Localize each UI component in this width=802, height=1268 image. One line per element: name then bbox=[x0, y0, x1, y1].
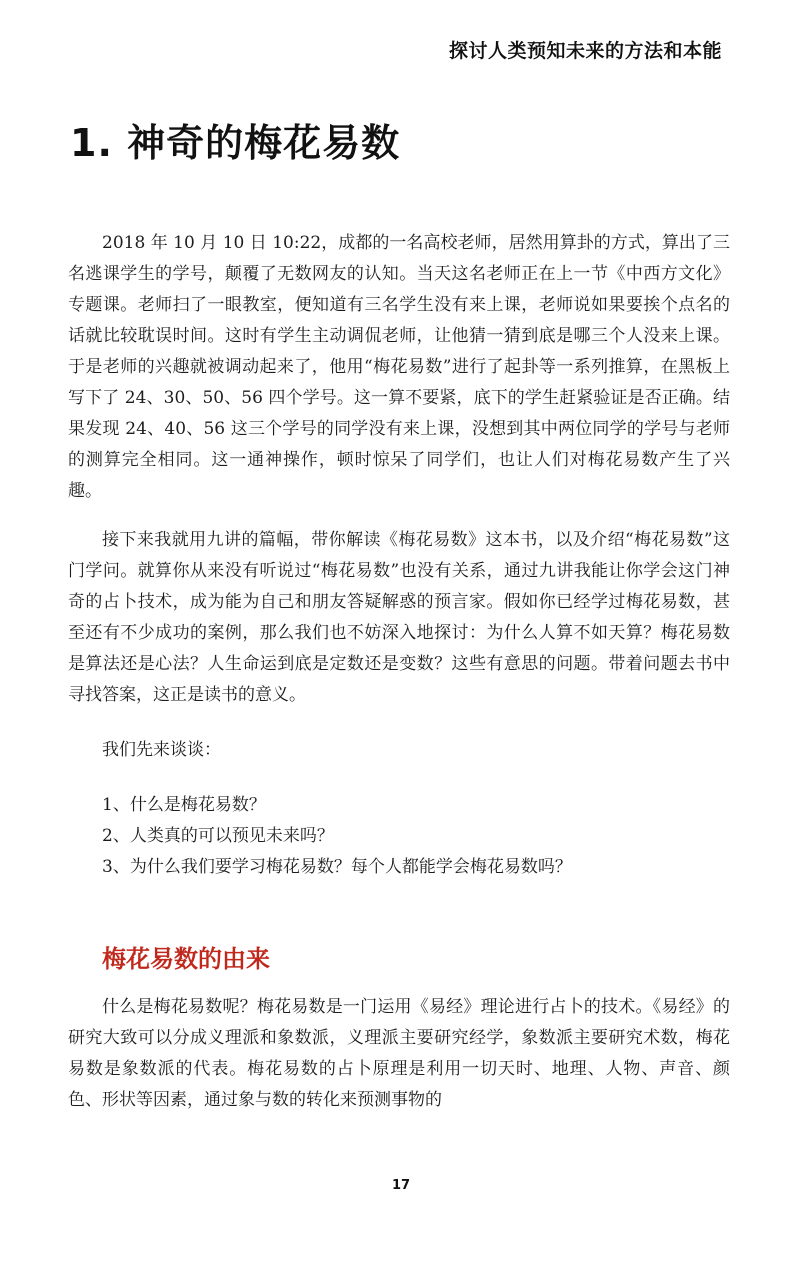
section-paragraph: 什么是梅花易数呢？梅花易数是一门运用《易经》理论进行占卜的技术。《易经》的研究大致可以分成义理派和象数派，义理派主要研究经学，象数派主要研究术数，梅花易数是象数派的代表。梅花易数的占卜原理是利用一切天时、地理、人物、声音、颜色、形状等因素，通过象与数的转化来预测事物的 bbox=[68, 997, 730, 1110]
question-item: 1、什么是梅花易数？ bbox=[102, 795, 266, 815]
page-content bbox=[68, 228, 730, 1116]
lead-in-paragraph: 我们先来谈谈： bbox=[102, 740, 221, 760]
question-list bbox=[68, 790, 730, 883]
section-title: 梅花易数的由来 bbox=[102, 944, 270, 973]
overview-paragraph: 接下来我就用九讲的篇幅，带你解读《梅花易数》这本书，以及介绍“梅花易数”这门学问。就算你从来没有听说过“梅花易数”也没有关系，通过九讲我能让你学会这门神奇的占卜技术，成为能为自己和朋友答疑解惑的预言家。假如你已经学过梅花易数，甚至还有不少成功的案例，那么我们也不妨深入地探讨：为什么人算不如天算？梅花易数是算法还是心法？人生命运到底是定数还是变数？这些有意思的问题。带着问题去书中寻找答案，这正是读书的意义。 bbox=[68, 530, 730, 705]
page-number: 17 bbox=[391, 1178, 411, 1193]
chapter-title: 1. 神奇的梅花易数 bbox=[70, 121, 401, 165]
running-header: 探讨人类预知未来的方法和本能 bbox=[448, 40, 722, 62]
question-item: 2、人类真的可以预见未来吗？ bbox=[102, 826, 334, 846]
question-item: 3、为什么我们要学习梅花易数？每个人都能学会梅花易数吗？ bbox=[102, 857, 572, 877]
intro-paragraph: 2018 年 10 月 10 日 10:22，成都的一名高校老师，居然用算卦的方式，算出了三名逃课学生的学号，颠覆了无数网友的认知。当天这名老师正在上一节《中西方文化》专题课。老师扫了一眼教室，便知道有三名学生没有来上课，老师说如果要挨个点名的话就比较耽误时间。这时有学生主动调侃老师，让他猜一猜到底是哪三个人没来上课。于是老师的兴趣就被调动起来了，他用“梅花易数”进行了起卦等一系列推算，在黑板上写下了 24、30、50、56 四个学号。这一算不要紧，底下的学生赶紧验证是否正确。结果发现 24、40、56 这三个学号的同学没有来上课，没想到其中两位同学的学号与老师的测算完全相同。这一通神操作，顿时惊呆了同学们，也让人们对梅花易数产生了兴趣。 bbox=[68, 233, 730, 501]
